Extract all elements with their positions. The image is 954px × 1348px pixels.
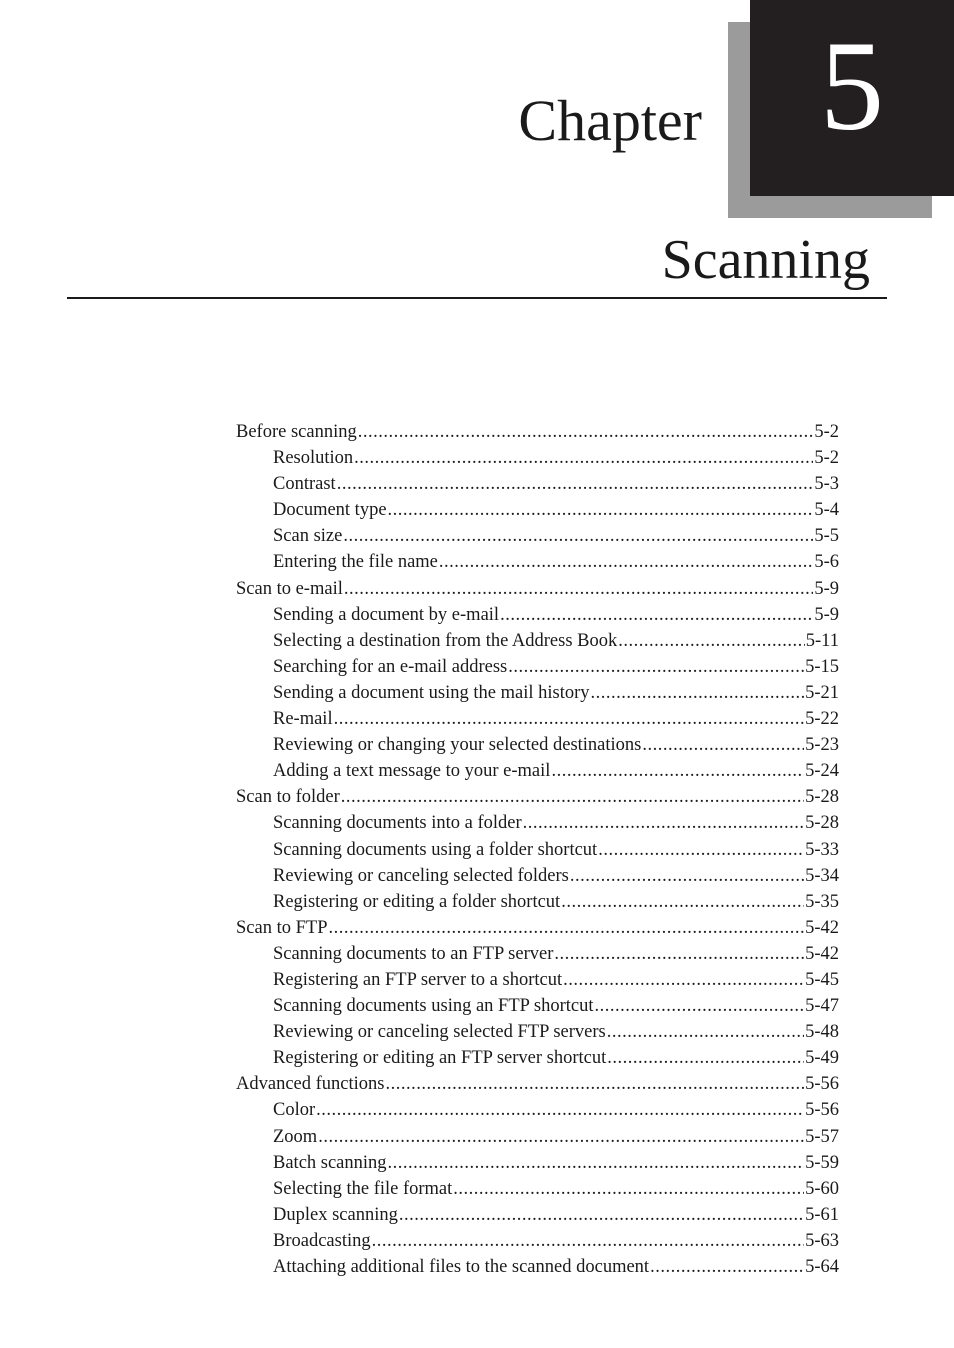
toc-entry-title: Scan size [273,526,343,547]
toc-dot-leader [328,918,804,939]
toc-dot-leader [318,1127,804,1148]
toc-dot-leader [508,657,804,678]
toc-entry[interactable] [236,1231,839,1257]
toc-entry-title: Registering or editing an FTP server shortcut [273,1048,607,1069]
toc-entry[interactable] [236,761,839,787]
toc-entry[interactable] [236,1048,839,1074]
toc-entry[interactable] [236,866,839,892]
toc-entry[interactable] [236,1100,839,1126]
chapter-title: Scanning [661,229,870,291]
toc-entry-page: 5-11 [805,630,839,651]
toc-entry-page: 5-9 [814,578,839,599]
toc-entry[interactable] [236,1153,839,1179]
toc-entry[interactable] [236,1205,839,1231]
toc-entry-page: 5-48 [805,1022,839,1043]
toc-entry[interactable] [236,657,839,683]
toc-entry[interactable] [236,552,839,578]
toc-entry[interactable] [236,735,839,761]
toc-dot-leader [607,1022,804,1043]
toc-entry[interactable] [236,422,839,448]
chapter-label: Chapter [518,88,702,153]
toc-entry-page: 5-61 [805,1204,839,1225]
toc-entry[interactable] [236,970,839,996]
toc-entry[interactable] [236,709,839,735]
toc-dot-leader [358,422,814,443]
toc-entry-title: Scan to e-mail [236,578,343,599]
toc-entry[interactable] [236,892,839,918]
toc-entry-title: Sending a document by e-mail [273,604,500,625]
toc-dot-leader [551,761,804,782]
toc-entry-page: 5-33 [805,839,839,860]
toc-entry-title: Scanning documents using a folder shortcut [273,839,598,860]
toc-entry[interactable] [236,683,839,709]
toc-entry-title: Scan to FTP [236,917,328,938]
toc-entry-title: Scan to folder [236,787,340,808]
toc-dot-leader [618,631,805,652]
toc-entry[interactable] [236,500,839,526]
toc-entry-title: Sending a document using the mail history [273,682,590,703]
toc-entry-title: Re-mail [273,709,333,730]
toc-entry-title: Before scanning [236,422,357,442]
toc-entry-title: Resolution [273,448,354,469]
toc-dot-leader [388,500,814,521]
chapter-number-box [750,0,954,196]
chapter-number: 5 [820,15,884,157]
toc-entry-title: Scanning documents using an FTP shortcut [273,996,594,1017]
toc-entry-page: 5-28 [805,813,839,834]
toc-dot-leader [388,1153,805,1174]
toc-entry-page: 5-24 [805,761,839,782]
toc-dot-leader [598,840,804,861]
toc-dot-leader [500,605,813,626]
toc-entry[interactable] [236,1074,839,1100]
toc-dot-leader [343,526,813,547]
toc-dot-leader [354,448,813,469]
toc-entry-page: 5-49 [805,1048,839,1069]
toc-entry[interactable] [236,631,839,657]
toc-dot-leader [570,866,804,887]
toc-entry[interactable] [236,840,839,866]
toc-entry-title: Document type [273,500,387,521]
toc-entry-page: 5-57 [805,1126,839,1147]
toc-entry[interactable] [236,1257,839,1283]
toc-dot-leader [372,1231,804,1252]
toc-entry[interactable] [236,996,839,1022]
toc-entry-title: Zoom [273,1126,318,1147]
toc-entry-page: 5-35 [805,891,839,912]
toc-entry-page: 5-63 [805,1230,839,1251]
toc-entry-page: 5-34 [805,865,839,886]
toc-dot-leader [594,996,804,1017]
toc-entry-title: Selecting a destination from the Address Book [273,630,618,651]
toc-entry-page: 5-22 [805,709,839,730]
toc-entry-title: Contrast [273,474,336,495]
toc-entry-page: 5-59 [805,1152,839,1173]
toc-dot-leader [334,709,804,730]
toc-entry-page: 5-28 [805,787,839,808]
toc-dot-leader [439,552,813,573]
toc-entry-page: 5-56 [805,1074,839,1095]
toc-entry-title: Entering the file name [273,552,438,573]
toc-entry-page: 5-5 [814,526,839,547]
toc-entry-page: 5-23 [805,735,839,756]
toc-entry-page: 5-4 [814,500,839,521]
toc-dot-leader [650,1257,804,1278]
title-divider [67,297,887,299]
toc-entry[interactable] [236,918,839,944]
toc-entry-page: 5-60 [805,1178,839,1199]
toc-dot-leader [316,1100,804,1121]
toc-entry[interactable] [236,787,839,813]
toc-entry-title: Scanning documents into a folder [273,813,522,834]
toc-entry-title: Reviewing or canceling selected FTP servers [273,1022,606,1043]
toc-entry-title: Advanced functions [236,1074,385,1095]
toc-entry-title: Scanning documents to an FTP server [273,943,554,964]
toc-entry-title: Reviewing or changing your selected destinations [273,735,642,756]
toc-entry-title: Searching for an e-mail address [273,656,508,677]
toc-entry-title: Reviewing or canceling selected folders [273,865,569,886]
toc-dot-leader [453,1179,804,1200]
toc-entry-page: 5-45 [805,969,839,990]
toc-entry-title: Registering an FTP server to a shortcut [273,969,563,990]
toc-dot-leader [337,474,814,495]
toc-entry[interactable] [236,813,839,839]
toc-dot-leader [399,1205,804,1226]
toc-entry-title: Broadcasting [273,1230,371,1251]
toc-entry[interactable] [236,448,839,474]
toc-entry[interactable] [236,1179,839,1205]
toc-dot-leader [642,735,804,756]
toc-entry[interactable] [236,579,839,605]
table-of-contents [236,422,839,1283]
toc-entry[interactable] [236,944,839,970]
toc-dot-leader [344,579,813,600]
toc-entry-title: Selecting the file format [273,1178,453,1199]
toc-entry[interactable] [236,526,839,552]
toc-dot-leader [523,813,804,834]
toc-dot-leader [591,683,805,704]
toc-dot-leader [607,1048,804,1069]
toc-entry-page: 5-56 [805,1100,839,1121]
toc-entry[interactable] [236,1022,839,1048]
toc-dot-leader [563,970,804,991]
toc-entry-page: 5-6 [814,552,839,573]
toc-entry-page: 5-21 [805,682,839,703]
toc-entry-page: 5-3 [814,474,839,495]
toc-entry[interactable] [236,1127,839,1153]
toc-entry-title: Batch scanning [273,1152,387,1173]
toc-entry-page: 5-47 [805,996,839,1017]
toc-entry-title: Color [273,1100,316,1121]
toc-dot-leader [561,892,804,913]
toc-dot-leader [554,944,804,965]
toc-entry-page: 5-15 [805,656,839,677]
toc-entry-page: 5-42 [805,943,839,964]
toc-entry-title: Duplex scanning [273,1204,398,1225]
toc-dot-leader [341,787,804,808]
toc-dot-leader [385,1074,804,1095]
toc-entry-page: 5-2 [814,422,839,442]
toc-entry-title: Registering or editing a folder shortcut [273,891,561,912]
toc-entry-page: 5-64 [805,1257,839,1277]
toc-entry-page: 5-9 [814,604,839,625]
toc-entry-page: 5-2 [814,448,839,469]
toc-entry[interactable] [236,605,839,631]
toc-entry-title: Adding a text message to your e-mail [273,761,551,782]
toc-entry[interactable] [236,474,839,500]
toc-entry-page: 5-42 [805,917,839,938]
toc-entry-title: Attaching additional files to the scanned document [273,1257,650,1277]
